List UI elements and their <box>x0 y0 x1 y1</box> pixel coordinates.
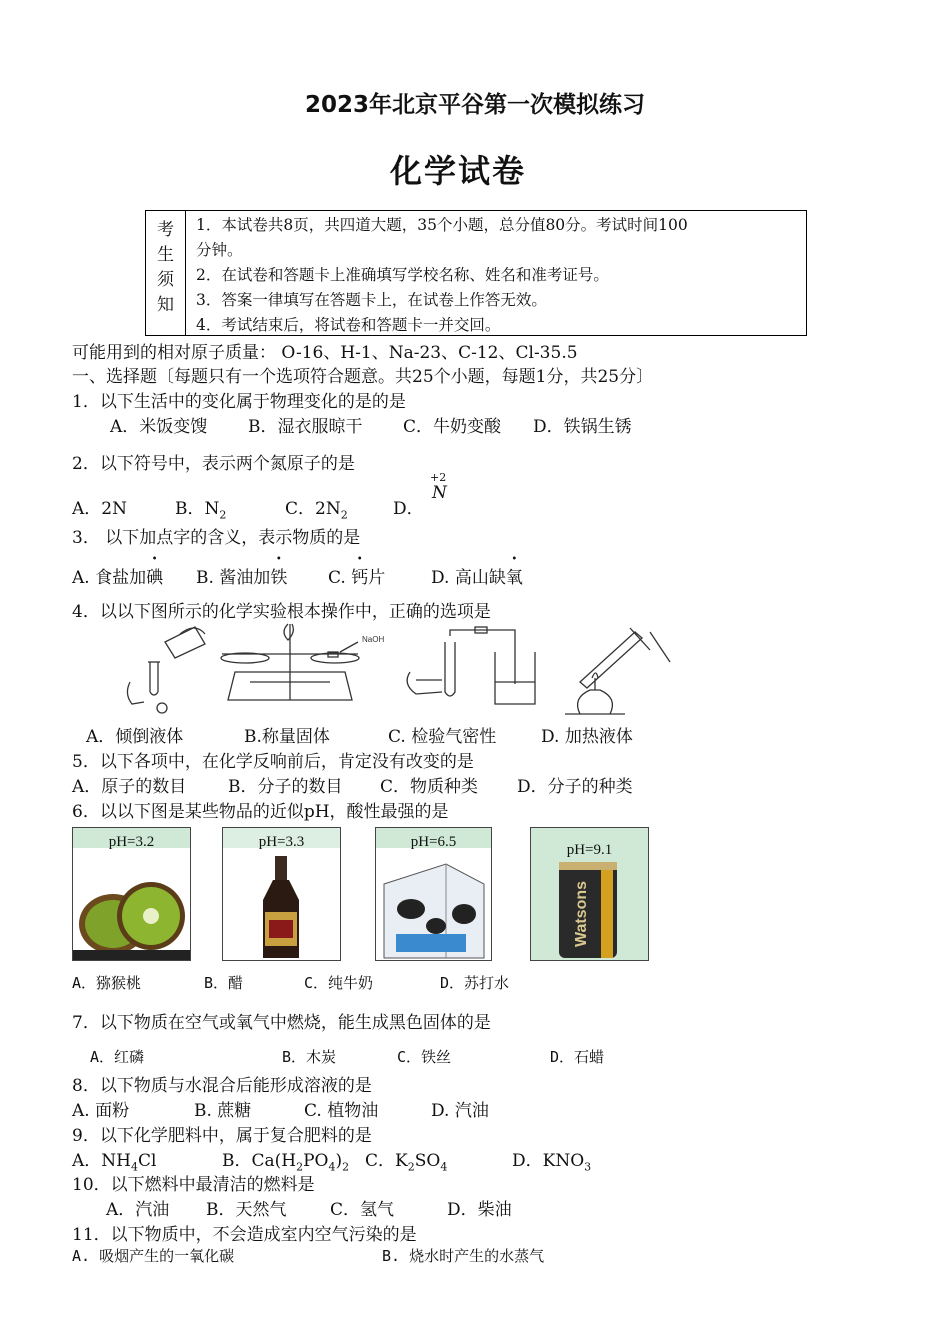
q1-option-b: B．湿衣服晾干 <box>248 417 363 437</box>
q1-option-c: C．牛奶变酸 <box>403 417 502 437</box>
q7-option-b: B．木炭 <box>282 1048 337 1066</box>
notice-item: 1．本试卷共8页，共四道大题，35个小题，总分值80分。考试时间100 <box>196 216 688 234</box>
notice-item: 4．考试结束后，将试卷和答题卡一并交回。 <box>196 316 501 334</box>
q1-option-d: D．铁锅生锈 <box>533 417 632 437</box>
q6-stem: 6．以以下图是某些物品的近似pH，酸性最强的是 <box>72 802 449 822</box>
vinegar-bottle-icon <box>223 854 340 960</box>
can-brand-text: Watsons <box>573 880 590 948</box>
q5-option-c: C．物质种类 <box>380 777 479 797</box>
ph-label: pH=3.2 <box>108 834 155 850</box>
soda-can-icon <box>531 854 648 960</box>
q7-option-a: A．红磷 <box>90 1048 145 1066</box>
q5-stem: 5．以下各项中，在化学反响前后，肯定没有改变的是 <box>72 752 474 772</box>
q6-option-c: C．纯牛奶 <box>304 974 374 992</box>
q4-stem: 4．以以下图所示的化学实验根本操作中，正确的选项是 <box>72 602 491 622</box>
airtightness-illustration <box>407 627 535 704</box>
pouring-liquid-illustration <box>127 627 205 713</box>
notice-label-char: 生 <box>157 245 174 265</box>
notice-label <box>146 211 186 335</box>
q2-option-b: B．$N_2$ <box>175 499 227 522</box>
q1-option-a: A．米饭变馊 <box>110 417 208 437</box>
q10-option-d: D．柴油 <box>447 1200 512 1220</box>
notice-label-char: 考 <box>157 220 174 240</box>
q8-option-c: C. 植物油 <box>304 1101 379 1121</box>
q4-option-c: C. 检验气密性 <box>388 727 497 747</box>
ph-card-vinegar <box>222 827 341 961</box>
q9-option-c: C．$K_2SO_4$ <box>365 1151 448 1174</box>
q8-option-b: B. 蔗糖 <box>194 1101 252 1121</box>
q11-stem: 11．以下物质中，不会造成室内空气污染的是 <box>72 1225 417 1245</box>
notice-box <box>145 210 807 336</box>
ph-card-soda <box>530 827 649 961</box>
q10-stem: 10．以下燃料中最清洁的燃料是 <box>72 1175 315 1195</box>
q3-option-d: D. 高山缺氧 <box>431 568 523 588</box>
q2-stem: 2．以下符号中，表示两个氮原子的是 <box>72 454 355 474</box>
ph-label: pH=6.5 <box>410 834 457 850</box>
q2-option-c: C．$2N_2$ <box>285 499 348 522</box>
exam-subtitle: 2023年北京平谷第一次模拟练习 <box>304 92 645 118</box>
notice-items <box>196 213 688 338</box>
q7-option-d: D．石蜡 <box>550 1048 605 1066</box>
q6-option-d: D．苏打水 <box>440 974 510 992</box>
q5-option-b: B．分子的数目 <box>228 777 343 797</box>
q6-option-b: B．醋 <box>204 974 244 992</box>
q4-option-b: B.称量固体 <box>244 727 330 747</box>
q2-nitrogen: N <box>432 483 447 503</box>
q8-stem: 8．以下物质与水混合后能形成溶液的是 <box>72 1076 372 1096</box>
notice-item: 3．答案一律填写在答题卡上，在试卷上作答无效。 <box>196 291 547 309</box>
atomic-masses: 可能用到的相对原子质量： O-16、H-1、Na-23、C-12、Cl-35.5 <box>72 343 578 363</box>
kiwi-icon <box>73 854 190 960</box>
notice-label-char: 知 <box>157 295 174 315</box>
q4-option-d: D. 加热液体 <box>541 727 633 747</box>
q7-option-c: C．铁丝 <box>397 1048 452 1066</box>
q2-valence: +2 <box>430 471 447 484</box>
exam-title: 化学试卷 <box>389 152 526 190</box>
notice-label-char: 须 <box>157 270 174 290</box>
q5-option-d: D．分子的种类 <box>517 777 633 797</box>
q3-option-c: C. 钙片 <box>328 568 386 588</box>
q11-option-b: B. 烧水时产生的水蒸气 <box>382 1247 545 1265</box>
q10-option-b: B．天然气 <box>206 1200 287 1220</box>
section-heading: 一、选择题〔每题只有一个选项符合题意。共25个小题，每题1分，共25分〕 <box>72 367 654 387</box>
ph-card-milk <box>375 827 492 961</box>
balance-illustration <box>221 624 359 700</box>
q10-option-a: A．汽油 <box>106 1200 170 1220</box>
q8-option-a: A. 面粉 <box>72 1101 130 1121</box>
q9-option-b: B．$Ca(H_2PO_4)_2$ <box>222 1151 350 1174</box>
q2-option-d: D． <box>393 499 424 519</box>
q11-option-a: A. 吸烟产生的一氧化碳 <box>72 1247 235 1265</box>
ph-card-kiwi <box>72 827 191 961</box>
heating-liquid-illustration <box>565 628 670 714</box>
q9-stem: 9．以下化学肥料中，属于复合肥料的是 <box>72 1126 372 1146</box>
naoh-label: NaOH <box>362 635 385 644</box>
q8-option-d: D. 汽油 <box>431 1101 489 1121</box>
q3-stem: 3． 以下加点字的含义，表示物质的是 <box>72 528 361 548</box>
ph-label: pH=3.3 <box>258 834 305 850</box>
q3-option-b: B. 酱油加铁 <box>196 568 288 588</box>
ph-label: pH=9.1 <box>566 842 613 858</box>
q5-option-a: A．原子的数目 <box>72 777 187 797</box>
q9-option-a: A．$NH_4Cl$ <box>72 1151 157 1174</box>
milk-carton-icon <box>376 854 491 960</box>
notice-item: 2．在试卷和答题卡上准确填写学校名称、姓名和准考证号。 <box>196 266 609 284</box>
q3-option-a: A. 食盐加碘 <box>72 568 164 588</box>
q4-option-a: A．倾倒液体 <box>86 727 184 747</box>
q9-option-d: D．$KNO_3$ <box>512 1151 592 1174</box>
q7-stem: 7．以下物质在空气或氧气中燃烧，能生成黑色固体的是 <box>72 1013 491 1033</box>
q6-option-a: A．猕猴桃 <box>72 974 142 992</box>
lab-illustrations <box>110 622 680 722</box>
q2-option-a: A．2N <box>72 499 127 519</box>
notice-item: 分钟。 <box>196 241 243 259</box>
q10-option-c: C．氢气 <box>330 1200 395 1220</box>
q1-stem: 1．以下生活中的变化属于物理变化的是的是 <box>72 392 406 412</box>
